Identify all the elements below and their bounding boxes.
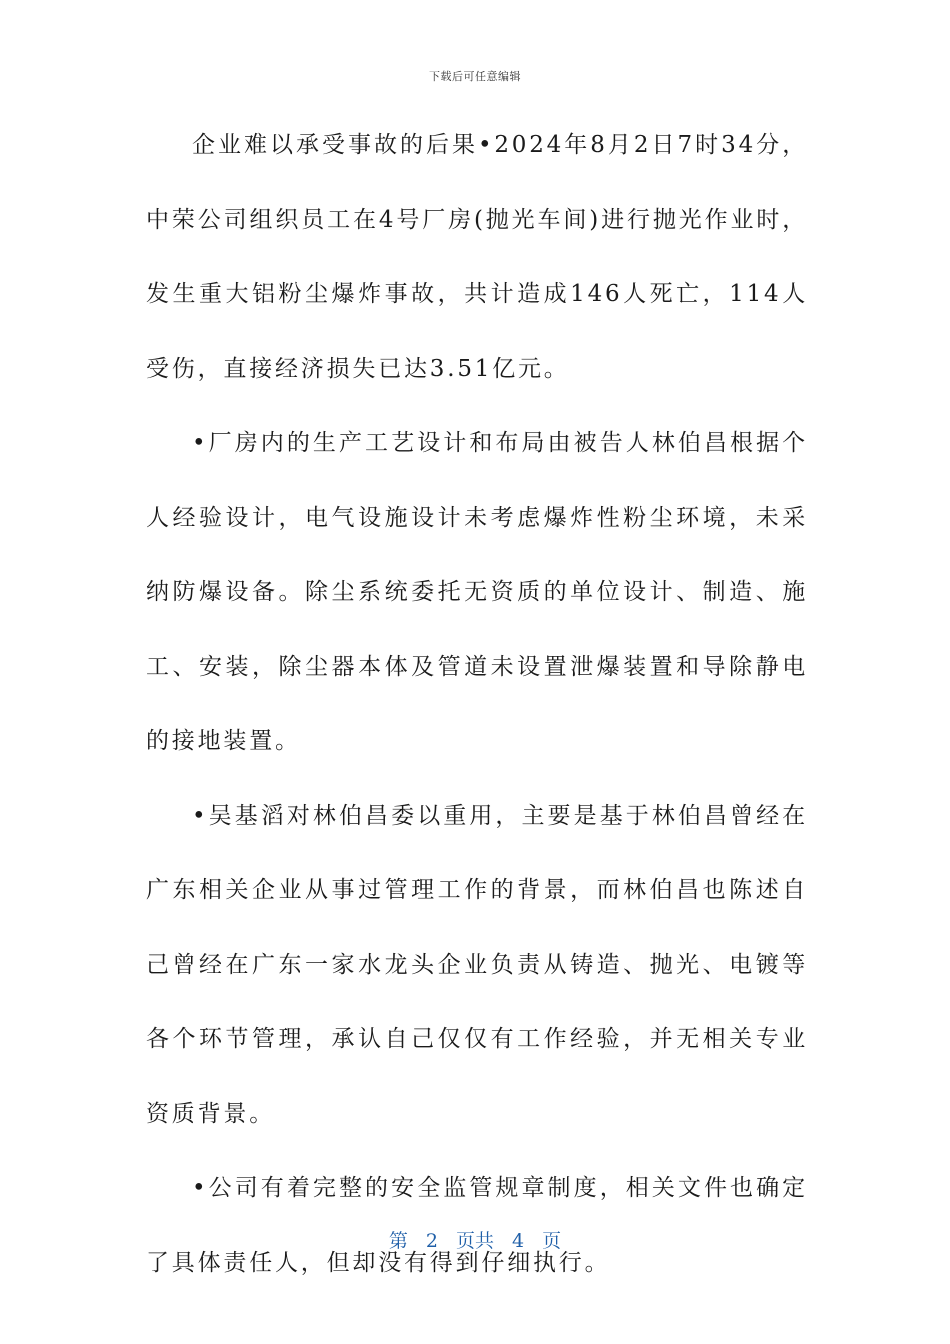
paragraph-accident-summary: 企业难以承受事故的后果•2024年8月2日7时34分，中荣公司组织员工在4号厂房(抛光车间)进行抛光作业时，发生重大铝粉尘爆炸事故，共计造成146人死亡，114人受伤，直接经济损失已达3.51亿元。 (146, 132, 808, 382)
page-footer (0, 1226, 950, 1253)
footer-page-number: 2 (425, 1230, 438, 1252)
paragraph-management-background: •吴基滔对林伯昌委以重用，主要是基于林伯昌曾经在广东相关企业从事过管理工作的背景，而林伯昌也陈述自己曾经在广东一家水龙头企业负责从铸造、抛光、电镀等各个环节管理，承认自己仅仅有工作经验，并无相关专业资质背景。 (146, 802, 808, 1127)
header-note: 下载后可任意编辑 (429, 70, 521, 83)
footer-suffix: 页 (542, 1230, 562, 1252)
footer-total-pages: 4 (512, 1230, 525, 1252)
document-body (146, 108, 808, 1300)
footer-prefix: 第 (388, 1230, 408, 1252)
footer-middle: 页共 (455, 1230, 494, 1252)
paragraph-regulation-execution: •公司有着完整的安全监管规章制度，相关文件也确定了具体责任人，但却没有得到仔细执行。 (146, 1175, 808, 1276)
paragraph-design-flaws: •厂房内的生产工艺设计和布局由被告人林伯昌根据个人经验设计，电气设施设计未考虑爆炸性粉尘环境，未采纳防爆设备。除尘系统委托无资质的单位设计、制造、施工、安装，除尘器本体及管道未设置泄爆装置和导除静电的接地装置。 (146, 430, 808, 754)
